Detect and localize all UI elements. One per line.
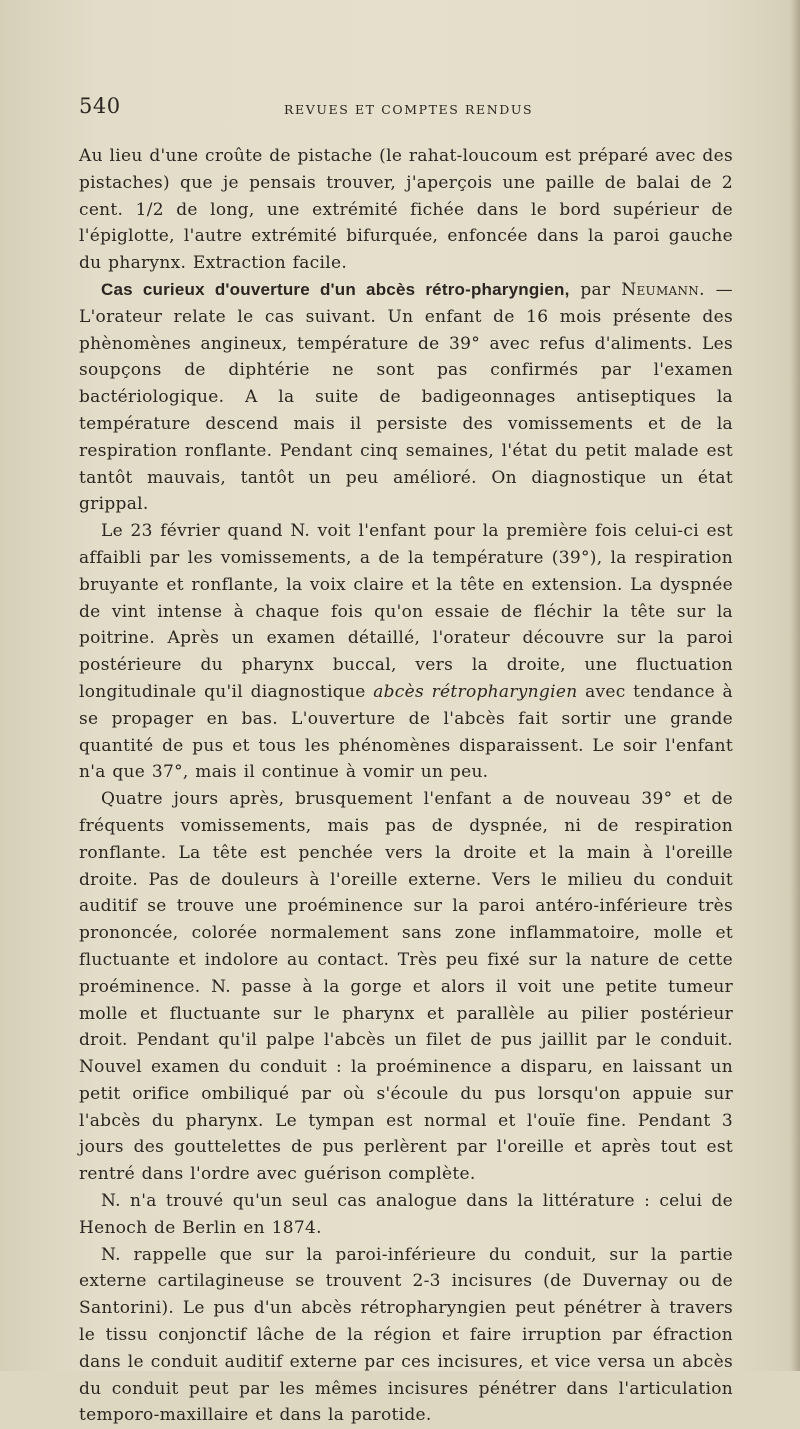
paragraph-4: Quatre jours après, brusquement l'enfant a de nouveau 39° et de fréquents vomissements, mais pas de dyspnée, ni de respiration ronflante. La tête est penchée vers la droite et la main à l'oreille droite. Pas de douleurs à l'oreille externe. Vers le milieu du conduit auditif se trouve une proéminence sur la paroi antéro-inférieure très prononcée, colorée normalement sans zone inflammatoire, molle et fluctuante et indolore au contact. Très peu fixé sur la nature de cette proéminence. N. passe à la gorge et alors il voit une petite tumeur molle et fluctuante sur le pharynx et parallèle au pilier postérieur droit. Pendant qu'il palpe l'abcès un filet de pus jaillit par le conduit. Nouvel examen du conduit : la proéminence a disparu, en laissant un petit orifice ombiliqué par où s'écoule du pus lorsqu'on appuie sur l'abcès du pharynx. Le tympan est normal et l'ouïe fine. Pendant 3 jours des gouttelettes de pus perlèrent par l'oreille et après tout est rentré dans l'ordre avec guérison complète. bbox=[79, 789, 733, 1185]
paragraph-3-part-a: Le 23 février quand N. voit l'enfant pour la première fois celui-ci est affaibli par les vomissements, a de la température (39°), la respiration bruyante et ronflante, la voix claire et la tête en extension. La dyspnée de vint intense à chaque fois qu'on essaie de fléchir la tête sur la poitrine. Après un examen détaillé, l'orateur découvre sur la paroi postérieure du pharynx buccal, vers la droite, une fluctuation longitudinale qu'il diagnostique bbox=[79, 521, 733, 702]
page-header bbox=[79, 94, 729, 124]
section-heading: Cas curieux d'ouverture d'un abcès rétro-pharyngien, bbox=[101, 279, 570, 299]
author-name: Neumann bbox=[621, 279, 700, 300]
paragraph-2 bbox=[79, 277, 733, 518]
paragraph-1: Au lieu d'une croûte de pistache (le rahat-loucoum est préparé avec des pistaches) que je pensais trouver, j'aperçois une paille de balai de 2 cent. 1/2 de long, une extrémité fichée dans le bord supérieur de l'épiglotte, l'autre extrémité bifurquée, enfoncée dans la paroi gauche du pharynx. Extraction facile. bbox=[79, 146, 733, 274]
article-body bbox=[79, 143, 733, 1429]
paragraph-6: N. rappelle que sur la paroi-inférieure du conduit, sur la partie externe cartilagineuse se trouvent 2-3 incisures (de Duvernay ou de Santorini). Le pus d'un abcès rétropharyngien peut pénétrer à travers le tissu conjonctif lâche de la région et faire irruption par éfraction dans le conduit auditif externe par ces incisures, et vice versa un abcès du conduit peut par les mêmes incisures pénétrer dans l'articulation temporo-maxillaire et dans la parotide. bbox=[79, 1244, 733, 1426]
running-head: REVUES ET COMPTES RENDUS bbox=[284, 102, 534, 117]
paragraph-3-part-b: avec tendance à se propager en bas. L'ouverture de l'abcès fait sortir une grande quantité de pus et tous les phénomènes disparaissent. Le soir l'enfant n'a que 37°, mais il continue à vomir un peu. bbox=[79, 681, 733, 783]
paragraph-5: N. n'a trouvé qu'un seul cas analogue dans la littérature : celui de Henoch de Berlin en 1874. bbox=[79, 1191, 733, 1238]
page-edge-shadow bbox=[790, 0, 800, 1371]
diagnosis-italic: abcès rétropharyngien bbox=[373, 681, 578, 702]
page-number: 540 bbox=[79, 94, 121, 118]
paragraph-2-by: par bbox=[569, 279, 622, 300]
paragraph-2-text: . — L'orateur relate le cas suivant. Un enfant de 16 mois présente des phènomènes angineux, température de 39° avec refus d'aliments. Les soupçons de diphtérie ne sont pas confirmés par l'examen bactériologique. A la suite de badigeonnages antiseptiques la température descend mais il persiste des vomissements et de la respiration ronflante. Pendant cinq semaines, l'état du petit malade est tantôt mauvais, tantôt un peu amélioré. On diagnostique un état grippal. bbox=[79, 279, 733, 515]
paragraph-3 bbox=[79, 518, 733, 786]
